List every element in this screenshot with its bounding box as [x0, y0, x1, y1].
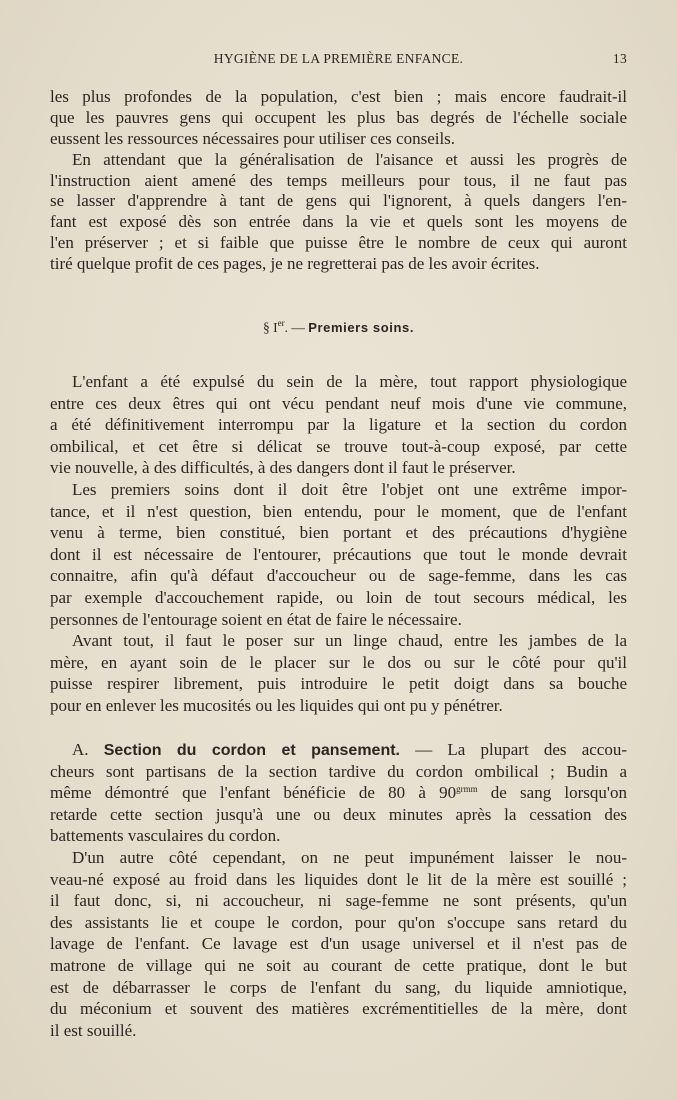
text-run: — La plupart des accou-	[400, 740, 628, 759]
running-head-title: HYGIÈNE DE LA PREMIÈRE ENFANCE.	[213, 51, 464, 66]
unit-superscript: grmm	[456, 784, 478, 795]
text-line: veau-né exposé au froid dans les liquides dont le lit de la mère est souillé ;	[50, 869, 627, 889]
text-line: pour en enlever les mucosités ou les liquides qui ont pu y pénétrer.	[50, 695, 503, 715]
text-line: retarde cette section jusqu'à une ou deux minutes après la cessation des	[50, 804, 627, 824]
paragraph	[50, 847, 627, 1041]
text-block-section-cordon	[50, 739, 627, 1041]
text-block-premiers-soins	[50, 371, 627, 717]
text-line: Les premiers soins dont il doit être l'objet ont une extrême impor-	[72, 479, 627, 499]
subsection-title: Section du cordon et pansement.	[103, 742, 400, 759]
section-title: Premiers soins.	[308, 320, 415, 335]
text-line: il faut donc, si, ni accoucheur, ni sage-femme ne sont présents, qu'un	[50, 891, 627, 911]
text-line: cheurs sont partisans de la section tardive du cordon ombilical ; Budin a	[50, 761, 627, 781]
text-run: de sang lorsqu'on	[477, 783, 627, 803]
text-line: a été définitivement interrompu par la ligature et la section du cordon	[50, 415, 627, 435]
text-line: fant est exposé dès son entrée dans la vie et quels sont les moyens de	[50, 212, 627, 232]
text-line: mère, en ayant soin de le placer sur le dos ou sur le côté pour qu'il	[50, 652, 627, 672]
text-line: tance, et il n'est question, bien entendu, pour le moment, que de l'enfant	[50, 501, 627, 521]
text-line: ombilical, et cet être si délicat se trouve tout-à-coup exposé, par cette	[50, 436, 627, 456]
text-line: se lasser d'apprendre à tant de gens qui l'ignorent, à quels dangers l'en-	[50, 191, 627, 211]
text-line: que les pauvres gens qui occupent les plus bas degrés de l'échelle sociale	[50, 107, 627, 127]
section-heading	[0, 320, 677, 336]
subsection-label: A.	[72, 740, 104, 759]
text-line: du méconium et souvent des matières excrémentitielles de la mère, dont	[50, 999, 627, 1019]
text-line: entre ces deux êtres qui ont vécu pendant neuf mois d'une vie commune,	[50, 393, 627, 413]
text-line: dont il est nécessaire de l'entourer, précautions que tout le monde devrait	[50, 544, 627, 564]
text-line: les plus profondes de la population, c'est bien ; mais encore faudrait-il	[50, 87, 627, 106]
text-block-intro	[50, 87, 627, 275]
text-line: vie nouvelle, à des difficultés, à des dangers dont il faut le préserver.	[50, 458, 516, 478]
running-head	[50, 51, 627, 71]
page-number: 13	[612, 51, 627, 66]
section-dash: . —	[284, 320, 309, 335]
text-run: même démontré que l'enfant bénéficie de 80 à 90	[50, 783, 457, 803]
text-line: battements vasculaires du cordon.	[50, 826, 281, 846]
text-line: connaitre, afin qu'à défaut d'accoucheur ou de sage-femme, dans les cas	[50, 566, 627, 586]
text-line: lavage de l'enfant. Ce lavage est d'un usage universel et il n'est pas de	[50, 934, 627, 954]
text-line: En attendant que la généralisation de l'aisance et aussi les progrès de	[72, 149, 627, 169]
text-line: il est souillé.	[50, 1020, 137, 1040]
text-line	[50, 782, 627, 804]
text-line: personnes de l'entourage soient en état de faire le nécessaire.	[50, 609, 462, 629]
text-line: Avant tout, il faut le poser sur un linge chaud, entre les jambes de la	[72, 631, 627, 651]
text-line: l'en préserver ; et si faible que puisse être le nombre de ceux qui auront	[50, 233, 627, 253]
text-line	[50, 739, 627, 761]
text-line: est de débarrasser le corps de l'enfant du sang, du liquide amniotique,	[50, 977, 627, 997]
text-line: des assistants lie et coupe le cordon, pour qu'on s'occupe sans retard du	[50, 912, 627, 932]
text-line: tiré quelque profit de ces pages, je ne regretterai pas de les avoir écrites.	[50, 254, 540, 274]
text-line: matrone de village qui ne soit au courant de cette pratique, dont le but	[50, 955, 627, 975]
section-mark: § I	[262, 320, 278, 335]
text-line: par exemple d'accouchement rapide, ou loin de tout secours médical, les	[50, 587, 627, 607]
text-line: L'enfant a été expulsé du sein de la mère, tout rapport physiologique	[72, 372, 627, 391]
text-line: D'un autre côté cependant, on ne peut impunément laisser le nou-	[72, 847, 627, 867]
text-line: eussent les ressources nécessaires pour utiliser ces conseils.	[50, 128, 456, 148]
text-line: venu à terme, bien constitué, bien portant et des précautions d'hygiène	[50, 523, 627, 543]
text-line: puisse respirer librement, puis introduire le petit doigt dans sa bouche	[50, 674, 627, 694]
text-line: l'instruction aient amené des temps meilleurs pour tous, il ne faut pas	[50, 170, 627, 190]
section-mark-sup: er	[277, 318, 285, 328]
